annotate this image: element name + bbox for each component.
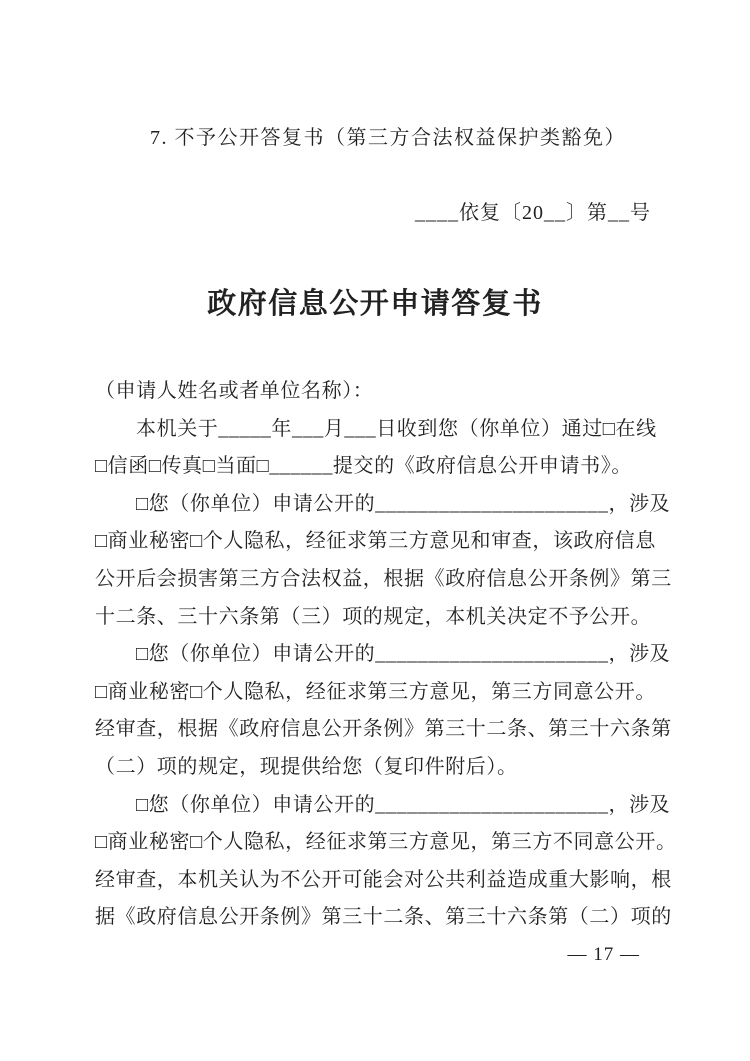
body-line: 经审查，本机关认为不公开可能会对公共利益造成重大影响，根 (95, 868, 672, 891)
body-line: 经审查，根据《政府信息公开条例》第三十二条、第三十六条第 (95, 718, 672, 741)
body-line: □您（你单位）申请公开的______________________，涉及 (136, 793, 671, 816)
section-heading: 7. 不予公开答复书（第三方合法权益保护类豁免） (150, 127, 626, 149)
body-line: □您（你单位）申请公开的______________________，涉及 (136, 492, 671, 515)
body-line: □您（你单位）申请公开的______________________，涉及 (136, 643, 671, 666)
page-title: 政府信息公开申请答复书 (207, 288, 543, 320)
body-line: 本机关于_____年___月___日收到您（你单位）通过□在线 (136, 417, 657, 440)
salutation-line: （申请人姓名或者单位名称）： (95, 380, 374, 402)
document-reference-number: ____依复〔20__〕第__号 (415, 202, 651, 224)
body-line: 十二条、三十六条第（三）项的规定，本机关决定不予公开。 (95, 605, 652, 628)
body-line: □信函□传真□当面□______提交的《政府信息公开申请书》。 (95, 455, 632, 478)
document-body (95, 373, 677, 937)
body-line: □商业秘密□个人隐私，经征求第三方意见，第三方同意公开。 (95, 680, 656, 703)
body-line: 据《政府信息公开条例》第三十二条、第三十六条第（二）项的 (95, 906, 672, 929)
body-line: □商业秘密□个人隐私，经征求第三方意见和审查，该政府信息 (95, 530, 656, 553)
body-line: （二）项的规定，现提供给您（复印件附后）。 (95, 755, 518, 778)
page-number: — 17 — (567, 944, 640, 965)
body-line: □商业秘密□个人隐私，经征求第三方意见，第三方不同意公开。 (95, 831, 677, 854)
body-line: 公开后会损害第三方合法权益，根据《政府信息公开条例》第三 (95, 567, 672, 590)
